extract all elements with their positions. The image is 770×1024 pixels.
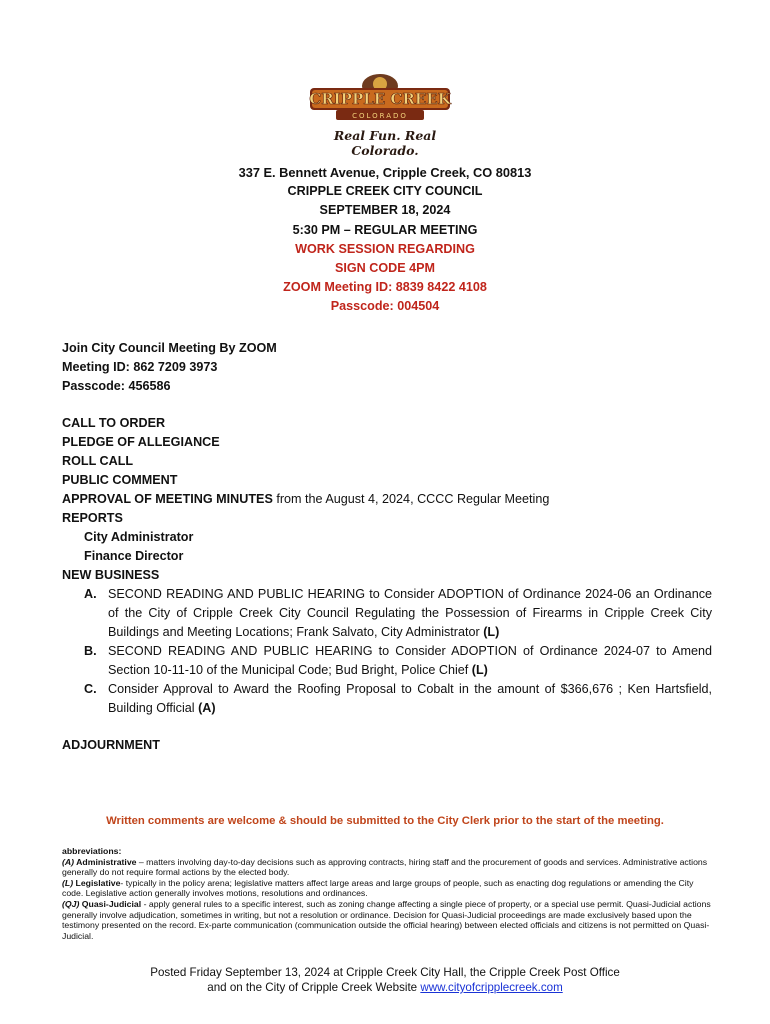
item-code: (L) xyxy=(471,663,488,677)
logo-region-text: COLORADO xyxy=(352,112,408,120)
item-marker: C. xyxy=(84,682,97,696)
abbr-qj-code: (QJ) xyxy=(62,898,80,909)
roll-call: ROLL CALL xyxy=(62,454,134,468)
abbr-quasi-judicial xyxy=(62,899,714,941)
abbr-qj-text: - apply general rules to a specific interest, such as zoning change affecting a single piece of property, or a special use permit. Quasi-Judicial actions generally involve adjudication, sometimes in writing, but not a resolution or ordinance. Decision for Quasi-Judicial proceedings are made exclusively based upon the testimony presented on the record. Ex-parte communication (communication outside the official hearing) between elected officials and citizens is not permitted on Quasi-Judicial. xyxy=(62,898,711,941)
item-marker: A. xyxy=(84,587,97,601)
agenda-body xyxy=(62,339,712,755)
list-item xyxy=(62,585,712,642)
new-business-heading: NEW BUSINESS xyxy=(62,568,160,582)
report-city-administrator: City Administrator xyxy=(84,530,194,544)
website-link[interactable]: www.cityofcripplecreek.com xyxy=(420,981,563,994)
item-text: SECOND READING AND PUBLIC HEARING to Consider ADOPTION of Ordinance 2024-06 an Ordinance of the City of Cripple Creek City Council Regulating the Possession of Firearms in Cripple Creek City Buildings and Meeting Locations; Frank Salvato, City Administrator xyxy=(108,587,712,639)
meeting-header xyxy=(0,163,770,317)
sign-code: SIGN CODE 4PM xyxy=(334,260,436,275)
logo-tagline: Real Fun. Real Colorado. xyxy=(333,128,437,158)
posting-footer xyxy=(0,965,770,995)
call-to-order: CALL TO ORDER xyxy=(62,416,166,430)
abbr-legislative xyxy=(62,878,714,899)
abbr-a-label: Administrative xyxy=(74,856,137,867)
abbr-l-text: - typically in the policy arena; legislative matters affect large areas and large groups of people, such as enacting dog regulations or amending the City code. Legislative action generally involves motions, resolutions and ordinances. xyxy=(62,877,694,899)
footer-line-2 xyxy=(0,980,770,995)
abbreviations-title: abbreviations: xyxy=(62,846,122,856)
abbr-qj-label: Quasi-Judicial xyxy=(79,898,142,909)
meeting-type: 5:30 PM – REGULAR MEETING xyxy=(292,222,478,237)
footer-line-1: Posted Friday September 13, 2024 at Cripple Creek City Hall, the Cripple Creek Post Office xyxy=(150,966,620,979)
pledge: PLEDGE OF ALLEGIANCE xyxy=(62,435,220,449)
council-name: CRIPPLE CREEK CITY COUNCIL xyxy=(287,184,483,199)
join-title: Join City Council Meeting By ZOOM xyxy=(62,341,277,355)
approval-minutes xyxy=(62,490,712,509)
abbr-a-code: (A) xyxy=(62,856,75,867)
item-marker: B. xyxy=(84,644,97,658)
reports-heading: REPORTS xyxy=(62,511,123,525)
abbr-l-code: (L) xyxy=(62,877,74,888)
abbr-administrative xyxy=(62,857,714,878)
new-business-list xyxy=(62,585,712,718)
public-comment: PUBLIC COMMENT xyxy=(62,473,178,487)
item-text: Consider Approval to Award the Roofing Proposal to Cobalt in the amount of $366,676 ; Ken Hartsfield, Building Official xyxy=(108,682,712,715)
approval-label: APPROVAL OF MEETING MINUTES xyxy=(62,492,273,506)
zoom-passcode: Passcode: 004504 xyxy=(330,299,440,314)
abbreviations xyxy=(62,846,714,941)
join-meeting-id: Meeting ID: 862 7209 3973 xyxy=(62,360,218,374)
list-item xyxy=(62,680,712,718)
item-code: (L) xyxy=(483,625,500,639)
footer-prefix: and on the City of Cripple Creek Website xyxy=(207,981,421,994)
written-comments-notice: Written comments are welcome & should be submitted to the City Clerk prior to the start of the meeting. xyxy=(106,815,664,827)
work-session: WORK SESSION REGARDING xyxy=(295,241,475,256)
meeting-date: SEPTEMBER 18, 2024 xyxy=(319,203,451,218)
abbr-l-label: Legislative xyxy=(73,877,121,888)
zoom-meeting-id: ZOOM Meeting ID: 8839 8422 4108 xyxy=(283,280,487,295)
item-code: (A) xyxy=(198,701,216,715)
approval-text: from the August 4, 2024, CCCC Regular Meeting xyxy=(272,492,550,506)
city-logo xyxy=(300,48,460,158)
city-address: 337 E. Bennett Avenue, Cripple Creek, CO 80813 xyxy=(238,165,532,180)
report-finance-director: Finance Director xyxy=(84,549,184,563)
logo-brand-text: CRIPPLE CREEK xyxy=(309,90,451,108)
abbr-a-text: – matters involving day-to-day decisions such as approving contracts, hiring staff and the procurement of goods and services. Administrative actions generally do not require formal actions by the elected body. xyxy=(62,856,708,878)
cripple-creek-badge xyxy=(306,74,454,122)
list-item xyxy=(62,642,712,680)
item-text: SECOND READING AND PUBLIC HEARING to Consider ADOPTION of Ordinance 2024-07 to Amend Section 10-11-10 of the Municipal Code; Bud Bright, Police Chief xyxy=(108,644,712,677)
adjournment: ADJOURNMENT xyxy=(62,738,160,752)
join-passcode: Passcode: 456586 xyxy=(62,379,171,393)
